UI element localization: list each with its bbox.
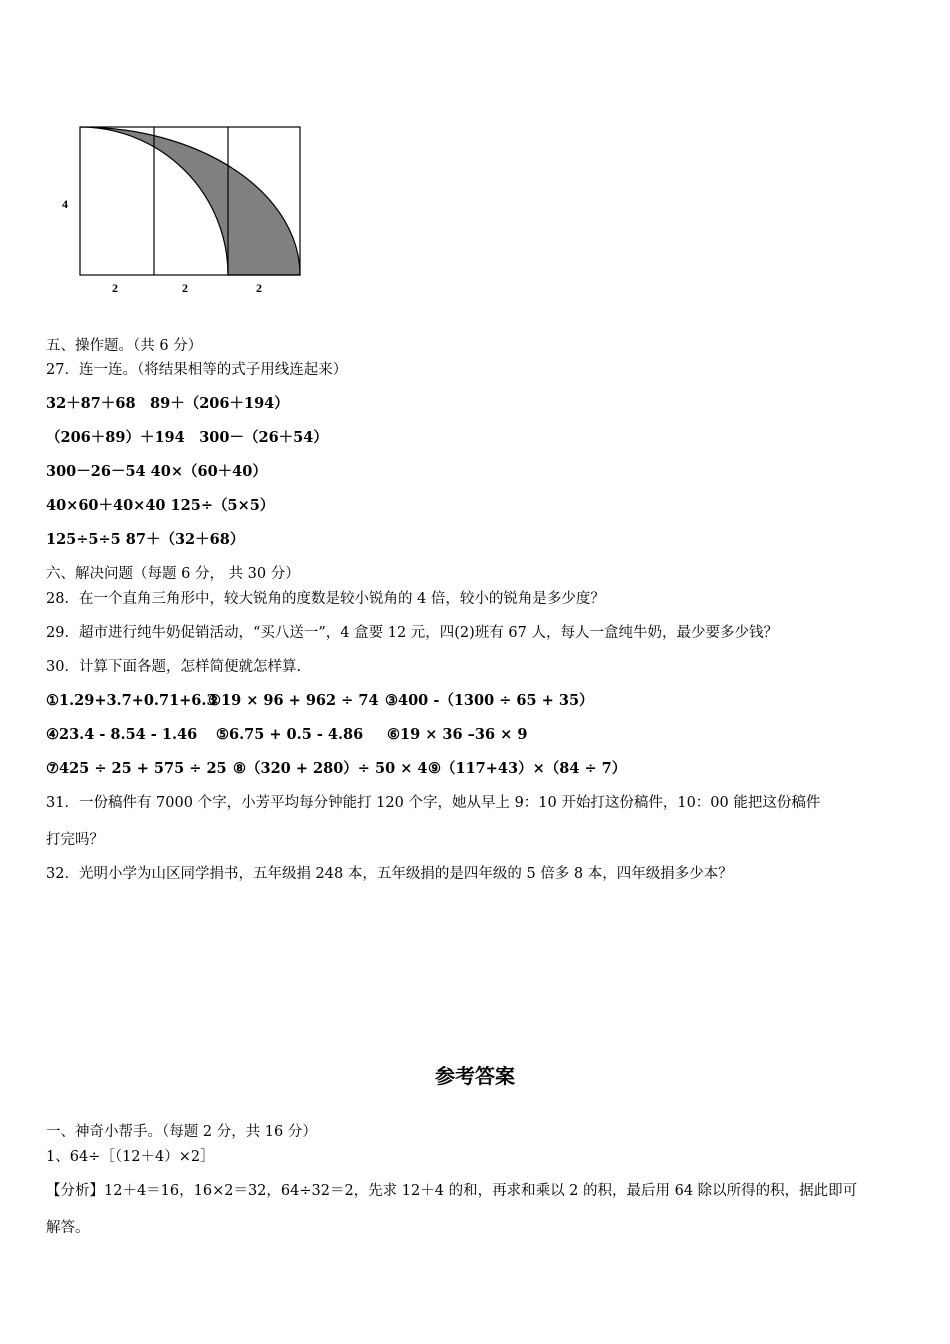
question-31: 31．一份稿件有 7000 个字，小芳平均每分钟能打 120 个字，她从早上 9：10 开始打这份稿件，10：00 能把这份稿件 <box>46 795 821 811</box>
analysis-text: 【分析】12＋4＝16，16×2＝32，64÷32＝2，先求 12＋4 的和，再求和乘以 2 的积，最后用 64 除以所得的积，据此即可 <box>46 1183 858 1199</box>
width-label: 2 <box>112 281 118 295</box>
calc-item: ⑤6.75 + 0.5 - 4.86 <box>216 726 364 743</box>
question-32: 32．光明小学为山区同学捐书，五年级捐 248 本，五年级捐的是四年级的 5 倍多 8 本，四年级捐多少本？ <box>46 866 733 882</box>
expression-row: （206＋89）＋194 300－（26＋54） <box>46 429 328 446</box>
analysis-text-cont: 解答。 <box>46 1220 90 1236</box>
answers-title: 参考答案 <box>435 1064 515 1088</box>
section-heading: 五、操作题。（共 6 分） <box>46 338 203 354</box>
answers-heading: 一、神奇小帮手。（每题 2 分，共 16 分） <box>46 1124 317 1140</box>
calc-item: ⑦425 ÷ 25 + 575 ÷ 25 <box>46 760 227 777</box>
question-28: 28．在一个直角三角形中，较大锐角的度数是较小锐角的 4 倍，较小的锐角是多少度？ <box>46 591 605 607</box>
width-label: 2 <box>182 281 188 295</box>
question-30: 30．计算下面各题，怎样简便就怎样算. <box>46 659 302 675</box>
answer-1: 1、64÷［（12＋4）×2］ <box>46 1149 215 1165</box>
calc-item: ⑧（320 + 280）÷ 50 × 4 <box>233 760 428 777</box>
calc-item: ②19 × 96 + 962 ÷ 74 <box>208 692 379 709</box>
question-29: 29．超市进行纯牛奶促销活动，“买八送一”，4 盒要 12 元，四(2)班有 67 人，每人一盒纯牛奶，最少要多少钱？ <box>46 625 778 641</box>
calc-item: ⑨（117+43）×（84 ÷ 7） <box>428 760 627 777</box>
question-27: 27．连一连。（将结果相等的式子用线连起来） <box>46 362 348 378</box>
calc-item: ⑥19 × 36 –36 × 9 <box>387 726 528 743</box>
expression-row: 300－26－54 40×（60＋40） <box>46 463 267 480</box>
geometry-figure <box>0 0 320 300</box>
section-heading: 六、解决问题（每题 6 分， 共 30 分） <box>46 566 300 582</box>
expression-row: 125÷5÷5 87＋（32＋68） <box>46 531 245 548</box>
calc-item: ④23.4 - 8.54 - 1.46 <box>46 726 198 743</box>
width-label: 2 <box>256 281 262 295</box>
calc-item: ③400 -（1300 ÷ 65 + 35） <box>385 692 594 709</box>
question-31-cont: 打完吗？ <box>46 832 104 848</box>
calc-item: ①1.29+3.7+0.71+6.3 <box>46 692 217 709</box>
expression-row: 40×60＋40×40 125÷（5×5） <box>46 497 275 514</box>
height-label: 4 <box>62 197 68 211</box>
shaded-region <box>80 127 300 275</box>
expression-row: 32＋87＋68 89＋（206＋194） <box>46 395 289 412</box>
